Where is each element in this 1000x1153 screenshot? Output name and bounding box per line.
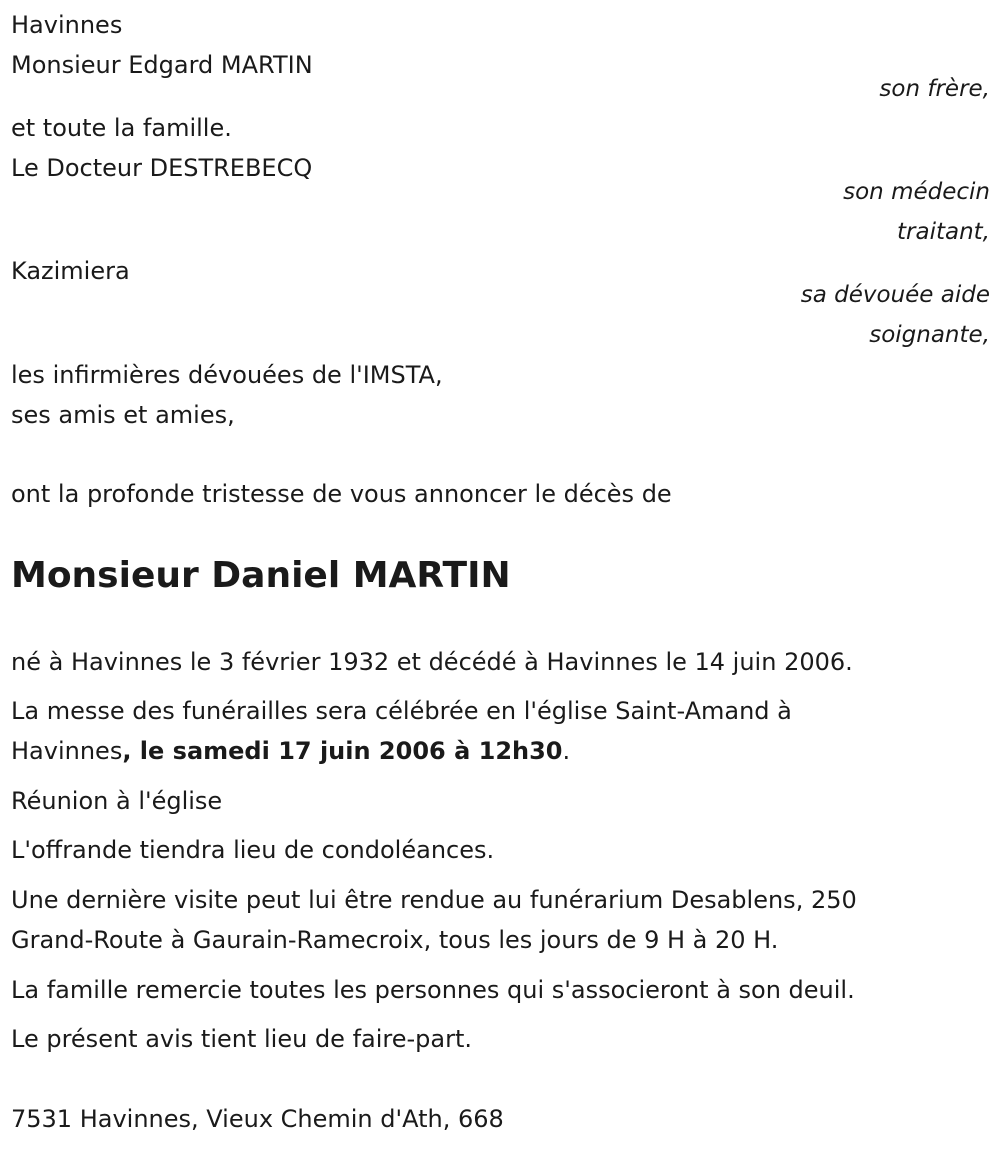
doctor-role-line1: son médecin [843,179,990,205]
offrande-line: L'offrande tiendra lieu de condoléances. [11,836,495,864]
aide-role-line1: sa dévouée aide [800,282,990,308]
announcement-line: ont la profonde tristesse de vous annoncer le décès de [11,480,672,508]
reunion-line: Réunion à l'église [11,787,223,815]
aide-name: Kazimiera [11,257,130,285]
mass-line-1: La messe des funérailles sera célébrée en l'église Saint-Amand à [11,697,792,725]
deceased-name: Monsieur Daniel MARTIN [11,555,511,596]
doctor-role-line2: traitant, [897,219,990,245]
town-line: Havinnes [11,11,123,39]
friends-line: ses amis et amies, [11,401,235,429]
brother-name: Monsieur Edgard MARTIN [11,51,313,79]
aide-role-line2: soignante, [869,322,990,348]
notice-line: Le présent avis tient lieu de faire-part. [11,1025,473,1053]
family-line: et toute la famille. [11,114,232,142]
thanks-line: La famille remercie toutes les personnes qui s'associeront à son deuil. [11,976,855,1004]
brother-role: son frère, [879,76,990,102]
visit-line-2: Grand-Route à Gaurain-Ramecroix, tous les jours de 9 H à 20 H. [11,926,779,954]
birth-death-line: né à Havinnes le 3 février 1932 et décédé à Havinnes le 14 juin 2006. [11,648,853,676]
mass-line-2 [11,736,570,766]
mass-date-time: , le samedi 17 juin 2006 à 12h30 [122,737,563,765]
visit-line-1: Une dernière visite peut lui être rendue au funérarium Desablens, 250 [11,886,857,914]
doctor-name: Le Docteur DESTREBECQ [11,154,313,182]
mass-line-end: . [562,737,571,765]
mass-town: Havinnes [11,737,123,765]
address-line: 7531 Havinnes, Vieux Chemin d'Ath, 668 [11,1105,504,1133]
nurses-line: les infirmières dévouées de l'IMSTA, [11,361,443,389]
